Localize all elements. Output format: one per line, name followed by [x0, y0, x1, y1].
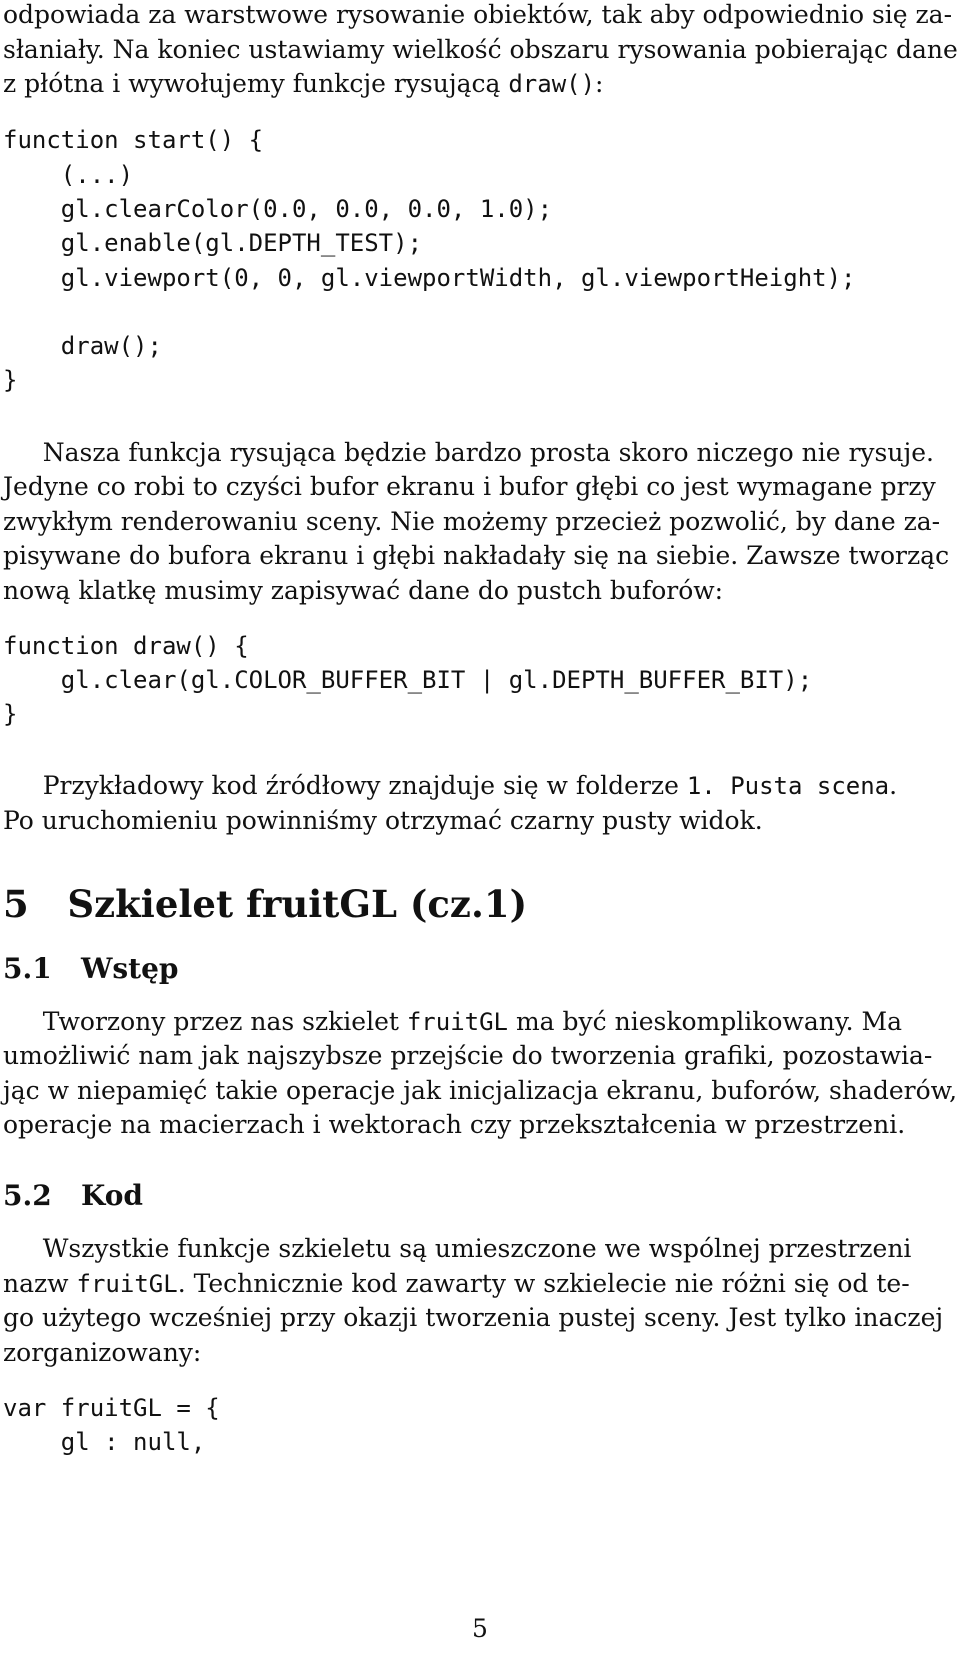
para-kod-line-3: go użytego wcześniej przy okazji tworzenia pustej sceny. Jest tylko inaczej	[3, 1303, 944, 1332]
para-wstep-line-2: umożliwić nam jak najszybsze przejście do tworzenia grafiki, pozostawia-	[3, 1041, 933, 1070]
para-wstep-line-1	[3, 1007, 902, 1036]
code-line: gl.enable(gl.DEPTH_TEST);	[3, 229, 423, 257]
code-line: }	[3, 700, 18, 728]
subsection-title: Wstęp	[80, 952, 179, 985]
kod-text: nazw	[3, 1269, 77, 1298]
para-draw-line-1: Nasza funkcja rysująca będzie bardzo prosta skoro niczego nie rysuje.	[3, 438, 934, 467]
para-draw-line-5: nową klatkę musimy zapisywać dane do pustch buforów:	[3, 576, 724, 605]
para-kod-line-1: Wszystkie funkcje szkieletu są umieszczone we wspólnej przestrzeni	[3, 1234, 912, 1263]
para-draw-line-4: pisywane do bufora ekranu i głębi nakładały się na siebie. Zawsze tworząc	[3, 541, 950, 570]
section-title: Szkielet fruitGL (cz.1)	[67, 882, 528, 926]
wstep-text-end: ma być nieskomplikowany. Ma	[508, 1007, 903, 1036]
code-line: gl.clear(gl.COLOR_BUFFER_BIT | gl.DEPTH_BUFFER_BIT);	[3, 666, 813, 694]
subsection-heading-5-1	[3, 952, 179, 985]
para-draw-line-3: zwykłym renderowaniu sceny. Nie możemy przecież pozwolić, by dane za-	[3, 507, 941, 536]
code-line: gl.clearColor(0.0, 0.0, 0.0, 1.0);	[3, 195, 553, 223]
inline-code-fruitgl: fruitGL	[406, 1008, 509, 1036]
code-line: draw();	[3, 332, 162, 360]
inline-code-draw: draw()	[508, 70, 596, 98]
code-line: gl.viewport(0, 0, gl.viewportWidth, gl.viewportHeight);	[3, 264, 856, 292]
code-line: (...)	[3, 161, 134, 189]
intro-text-end: :	[595, 69, 604, 98]
example-text-end: .	[889, 771, 898, 800]
code-line: gl : null,	[3, 1428, 206, 1456]
para-example-line-2: Po uruchomieniu powinniśmy otrzymać czarny pusty widok.	[3, 806, 763, 835]
code-line: function draw() {	[3, 632, 249, 660]
code-line: }	[3, 366, 18, 394]
page-number: 5	[472, 1614, 488, 1643]
intro-line-2: słaniały. Na koniec ustawiamy wielkość obszaru rysowania pobierając dane	[3, 35, 958, 64]
para-wstep-line-4: operacje na macierzach i wektorach czy przekształcenia w przestrzeni.	[3, 1110, 906, 1139]
inline-code-folder: 1. Pusta scena	[686, 772, 890, 800]
para-kod-line-2	[3, 1269, 910, 1298]
code-line: function start() {	[3, 126, 264, 154]
para-wstep-line-3: jąc w niepamięć takie operacje jak inicjalizacja ekranu, buforów, shaderów,	[3, 1076, 958, 1105]
intro-line-1: odpowiada za warstwowe rysowanie obiektów, tak aby odpowiednio się za-	[3, 0, 953, 29]
wstep-text: Tworzony przez nas szkielet	[3, 1007, 407, 1036]
para-example-line-1	[3, 771, 897, 800]
example-text: Przykładowy kod źródłowy znajduje się w folderze	[3, 771, 687, 800]
subsection-number: 5.1	[3, 952, 52, 985]
code-line: var fruitGL = {	[3, 1394, 220, 1422]
para-kod-line-4: zorganizowany:	[3, 1338, 202, 1367]
inline-code-fruitgl: fruitGL	[76, 1270, 178, 1298]
intro-text: z płótna i wywołujemy funkcje rysującą	[3, 69, 509, 98]
subsection-number: 5.2	[3, 1179, 52, 1212]
section-number: 5	[3, 882, 29, 926]
subsection-heading-5-2	[3, 1179, 143, 1212]
intro-line-3	[3, 69, 603, 98]
para-draw-line-2: Jedyne co robi to czyści bufor ekranu i bufor głębi co jest wymagane przy	[3, 472, 936, 501]
subsection-title: Kod	[80, 1179, 143, 1212]
section-heading-5	[3, 882, 527, 926]
kod-text-end: . Technicznie kod zawarty w szkielecie nie różni się od te-	[177, 1269, 910, 1298]
